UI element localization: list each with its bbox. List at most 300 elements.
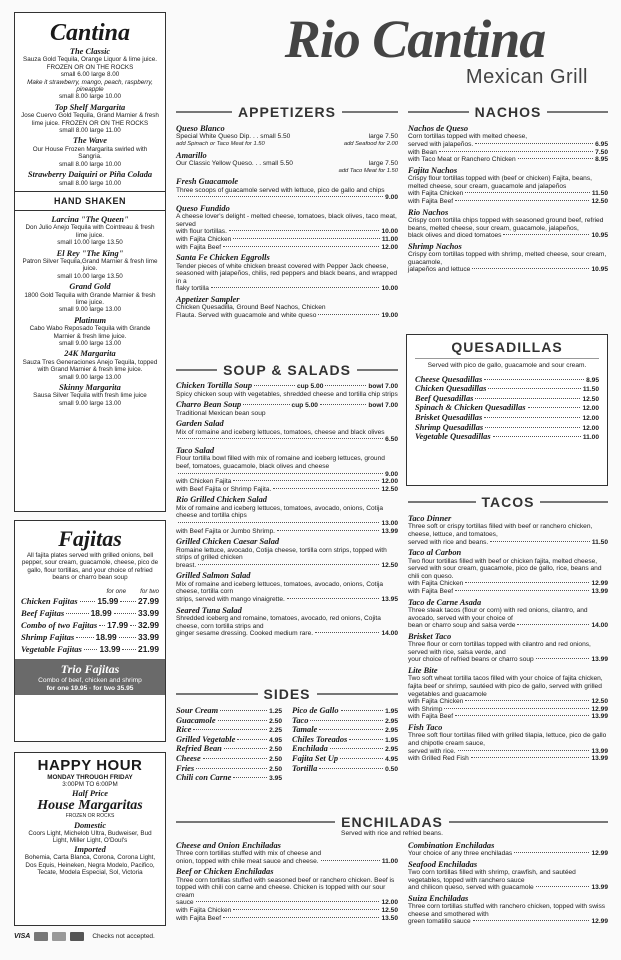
discover-icon (52, 932, 66, 941)
trio-fajitas-box (15, 659, 165, 695)
side-row (176, 764, 282, 774)
drink-prices: small 8.00 large 11.00 (59, 127, 121, 135)
logo (230, 8, 600, 100)
item-desc: Spicy chicken soup with vegetables, shredded cheese and tortilla chip strips (176, 390, 398, 398)
sub-price-row (176, 630, 398, 638)
sub-price-row (176, 436, 398, 444)
dot-leader (99, 625, 105, 626)
item-price: 13.99 (381, 527, 398, 535)
dot-leader (80, 601, 96, 602)
dot-leader (465, 700, 589, 701)
sub-price-row (408, 156, 608, 164)
cantina-title: Cantina (49, 20, 131, 46)
item-name: Taco al Carbon (408, 548, 462, 558)
line-left: Our Classic Yellow Queso. . . small 5.50 (176, 160, 293, 167)
drink-name: El Rey "The King" (56, 248, 124, 258)
item-label: served with jalapeños. (408, 141, 474, 148)
enchilada-item (408, 841, 608, 858)
item-price: 9.00 (385, 470, 398, 478)
dot-leader (320, 404, 366, 405)
dot-leader (122, 649, 136, 650)
item-label: with Bean (408, 148, 437, 156)
side-row (292, 706, 398, 716)
drink-name: The Wave (73, 136, 107, 146)
appetizer-item (176, 124, 398, 149)
nacho-item (408, 208, 608, 240)
appetizer-item (176, 177, 398, 202)
item-label: with Taco Meat or Ranchero Chicken (408, 156, 516, 164)
drink-item (21, 349, 159, 381)
drink-item (21, 136, 159, 168)
side-name: Sour Cream (176, 706, 219, 715)
item-desc: Mix of romaine and iceberg lettuces, tomatoes, avocado, onions, Cotija cheese, tortilla corn (176, 580, 384, 596)
taco-item (408, 548, 608, 595)
item-name: Grilled Salmon Salad (176, 571, 251, 581)
drink-item (21, 170, 159, 187)
item-label: ginger sesame dressing. Cooked medium rare. (176, 630, 314, 638)
item-price: 11.50 (591, 190, 608, 198)
item-desc: Two flour tortillas filled with beef or chicken fajita, melted cheese, served with sour cream, guacamole, pico de gallo, rice, beans and chili con queso. (408, 557, 602, 580)
item-name: Nachos de Queso (408, 124, 469, 133)
dot-leader (471, 757, 590, 758)
item-name: Cheese and Onion Enchiladas (176, 840, 281, 850)
item-desc: Shredded iceberg and romaine, tomatoes, avocado, red onions, Cojita cheese, corn tortilla strips and (176, 614, 381, 630)
quesadilla-price: 11.50 (582, 386, 599, 394)
dot-leader (203, 758, 268, 759)
logo-subtitle: Mexican Grill (465, 66, 588, 88)
for-two-label: for two (140, 587, 159, 595)
nacho-item (408, 242, 608, 274)
item-price: 12.50 (381, 485, 398, 493)
drink-prices: small 9.00 large 13.00 (59, 399, 121, 407)
price-one: 17.99 (107, 620, 129, 631)
logo-title: Rio Cantina (284, 9, 546, 69)
item-price: 6.95 (595, 141, 608, 148)
cantina-box (14, 12, 166, 512)
sides-section (176, 686, 398, 783)
price-one: 15.99 (97, 596, 119, 607)
side-name: Grilled Vegetable (176, 734, 236, 744)
dot-leader (484, 379, 584, 380)
side-row (176, 735, 282, 745)
sub-price-row (408, 706, 608, 714)
item-name: Seafood Enchiladas (408, 859, 478, 869)
item-label: with Fajita Beef (176, 243, 222, 251)
quesadilla-row (415, 394, 599, 404)
visa-icon: VISA (14, 933, 31, 940)
drink-prices: small 6.00 large 8.00 (60, 71, 120, 79)
nachos-section (408, 104, 608, 276)
side-row (292, 716, 398, 726)
drink-desc: Don Julio Anejo Tequila with Cointreau & fresh lime juice. (25, 224, 155, 239)
dot-leader (277, 530, 380, 531)
dot-leader (444, 708, 589, 709)
drink-item (21, 249, 159, 281)
dot-leader (475, 143, 593, 144)
drink-name: The Classic (69, 47, 111, 56)
sub-price-row (176, 858, 398, 866)
drink-desc: Sauza Tres Generaciones Anejo Tequila, topped with Grand Marnier & fresh lime juice. (22, 358, 158, 374)
side-name: Rice (176, 725, 192, 735)
item-desc: Three steak tacos (flour or corn) with red onions, cilantro, and avocado, served with your choice of (408, 606, 588, 622)
dot-leader (233, 777, 267, 778)
sub-price-row (176, 520, 398, 528)
cup-price: cup 5.00 (291, 402, 318, 410)
dot-leader (528, 407, 581, 408)
item-price: 9.00 (385, 194, 398, 202)
item-label: with Fajita Chicken (408, 190, 464, 198)
item-label: flaky tortilla (176, 285, 209, 293)
price-one: 13.99 (99, 644, 121, 655)
item-label: bean or charro soup and salsa verde (408, 622, 516, 630)
item-price: 13.95 (381, 595, 398, 603)
price-one: 18.99 (95, 632, 117, 643)
side-name: Chiles Toreados (292, 734, 348, 744)
item-label: with Fajita Beef (408, 197, 454, 205)
price-two: 27.99 (138, 596, 159, 607)
dot-leader (310, 720, 383, 721)
item-label: Flauta. Served with guacamole and white queso (176, 311, 317, 319)
dot-leader (455, 715, 589, 716)
item-label: with Beef Fajita or Jumbo Shrimp. (176, 527, 275, 535)
checks-note: Checks not accepted. (92, 933, 155, 940)
item-price: 19.00 (381, 311, 398, 319)
quesadillas-list (415, 375, 599, 442)
dot-leader (458, 750, 590, 751)
dot-leader (465, 192, 590, 193)
fajita-row (21, 631, 159, 643)
item-name: Amarillo (176, 150, 207, 160)
dot-leader (536, 658, 590, 659)
item-name: Lite Bite (408, 665, 438, 675)
drink-extra-prices: small 8.00 large 10.00 (59, 93, 121, 101)
item-desc: Chicken Quesadilla, Ground Beef Nachos, Chicken (176, 304, 326, 312)
price-row (176, 194, 398, 202)
soup-salad-item (176, 381, 398, 398)
appetizer-item (176, 204, 398, 251)
quesadillas-desc: Served with pico de gallo, guacamole and sour cream. (427, 362, 587, 369)
line-left: Special White Queso Dip. . . small 5.50 (176, 133, 291, 141)
drink-item (21, 383, 159, 407)
dot-leader (193, 729, 267, 730)
fajita-name: Combo of two Fajitas (21, 620, 98, 631)
item-price: 13.99 (591, 587, 608, 595)
dot-leader (223, 246, 379, 247)
side-row (292, 725, 398, 735)
hand-shaken-banner: HAND SHAKEN (15, 191, 165, 211)
dot-leader (196, 901, 380, 902)
item-price: 12.50 (381, 561, 398, 569)
dot-leader (233, 909, 379, 910)
sub-price-row (176, 312, 398, 320)
enchiladas-right-list (408, 841, 608, 928)
sub-price-row (408, 266, 608, 274)
item-label: with Beef Fajita or Shrimp Fajita. (176, 485, 272, 493)
item-price: 14.00 (381, 630, 398, 638)
quesadilla-row (415, 403, 599, 413)
soup-salad-item (176, 537, 398, 569)
side-name: Fajita Set Up (292, 753, 339, 763)
side-row (176, 754, 282, 764)
dot-leader (220, 710, 267, 711)
side-name: Tamale (292, 725, 318, 735)
trio-fajitas-price: for one 19.95 · for two 35.95 (46, 684, 134, 692)
drink-name: Strawberry Daiquiri or Piña Colada (27, 170, 153, 180)
dot-leader (518, 158, 594, 159)
item-desc: Three soft or crispy tortillas filled with beef or ranchero chicken, cheese, lettuce, and tomatoes, (408, 523, 593, 538)
quesadilla-row (415, 375, 599, 385)
side-name: Taco (292, 715, 309, 725)
sub-price-row (408, 713, 608, 721)
sub-price-row (408, 198, 608, 206)
sub-price-row (176, 528, 398, 536)
enchiladas-left-list (176, 841, 398, 928)
side-name: Cheese (176, 753, 201, 763)
drink-desc: Sauza Gold Tequila, Orange Liquor & lime juice. FROZEN OR ON THE ROCKS (23, 56, 157, 71)
item-name: Rio Nachos (408, 207, 449, 217)
happy-hour-box (14, 752, 166, 926)
drink-name: Skinny Margarita (59, 383, 121, 393)
item-name: Chicken Tortilla Soup (176, 381, 253, 390)
domestic-title: Domestic (73, 820, 107, 830)
item-label: with Grilled Red Fish (408, 755, 469, 763)
side-name: Tortilla (292, 763, 318, 773)
taco-item (408, 666, 608, 721)
item-label: with Fajita Beef (176, 914, 222, 922)
happy-hour-days: MONDAY THROUGH FRIDAY (47, 774, 133, 781)
item-name: Brisket Taco (408, 631, 452, 641)
item-price: 12.00 (381, 243, 398, 251)
enchilada-item (176, 867, 398, 922)
dot-leader (114, 613, 136, 614)
soup-salad-item (176, 495, 398, 535)
fajita-row (21, 619, 159, 631)
drink-item (21, 47, 159, 101)
line-right: large 7.50 (368, 160, 398, 167)
side-price: 2.95 (385, 727, 398, 735)
sub-price-row (408, 656, 608, 664)
item-name: Taco Dinner (408, 514, 452, 523)
item-label: with flour tortillas. (176, 228, 227, 236)
for-one-label: for one (106, 587, 127, 595)
quesadilla-name: Brisket Quesadillas (415, 412, 483, 422)
item-name: Charro Bean Soup (176, 400, 242, 410)
quesadilla-name: Beef Quesadillas (415, 393, 474, 403)
dot-leader (485, 427, 580, 428)
item-label: with Fajita Beef (408, 587, 454, 595)
sub-price-row (408, 698, 608, 706)
dot-leader (120, 601, 136, 602)
item-desc: Corn tortillas topped with melted cheese, (408, 133, 528, 141)
item-price: 12.50 (591, 698, 608, 706)
appetizers-section (176, 104, 398, 322)
amex-icon (70, 932, 84, 941)
nacho-item (408, 166, 608, 206)
drink-name: Platinum (73, 315, 107, 325)
sub-price-row (408, 580, 608, 588)
item-desc: Three corn tortillas stuffed with seasoned beef or ranchero chicken. Beef is topped with chili con carne and cheese. Chicken is topped with our sour cream (176, 876, 395, 899)
payment-row (14, 932, 174, 941)
sides-right-list (292, 706, 398, 783)
quesadilla-row (415, 384, 599, 394)
side-price: 1.25 (269, 708, 282, 715)
appetizers-title: APPETIZERS (238, 104, 336, 120)
item-desc: Three scoops of guacamole served with lettuce, pico de gallo and chips (176, 186, 385, 194)
dot-leader (233, 480, 379, 481)
side-row (176, 706, 282, 716)
sub-price-row (176, 562, 398, 570)
taco-item (408, 514, 608, 546)
item-price: 7.50 (595, 148, 608, 156)
appetizer-item (176, 151, 398, 176)
item-desc: Three corn tortillas stuffed with mix of cheese and (176, 850, 322, 857)
item-label: with Fajita Chicken (408, 580, 464, 588)
taco-item (408, 632, 608, 664)
line-right: large 7.50 (368, 133, 398, 141)
item-name: Shrimp Nachos (408, 241, 462, 251)
item-label: black olives and diced tomatoes (408, 232, 502, 240)
dot-leader (472, 268, 589, 269)
drink-desc: Jose Cuervo Gold Tequila, Grand Marnier & fresh lime juice. FROZEN OR ON THE ROCKS (21, 112, 159, 127)
dot-leader (76, 637, 93, 638)
item-desc: Mix of romaine and iceberg lettuces, tomatoes, cheese and black olives (176, 428, 385, 436)
enchilada-item (408, 860, 608, 892)
quesadilla-price: 11.00 (582, 434, 599, 442)
drink-prices: small 8.00 large 10.00 (59, 179, 121, 187)
item-price: 10.00 (381, 285, 398, 293)
drink-prices: small 8.00 large 10.00 (59, 160, 121, 168)
item-price: 13.99 (591, 747, 608, 755)
sub-price-row (176, 478, 398, 486)
fajita-name: Chicken Fajitas (21, 596, 78, 607)
item-name: Appetizer Sampler (176, 294, 240, 304)
side-row (292, 764, 398, 774)
sub-price-row (408, 232, 608, 240)
item-label: Your choice of any three enchiladas (408, 850, 513, 857)
line-right: add Seafood for 2.00 (343, 141, 398, 147)
sub-price-row (176, 915, 398, 923)
dot-leader (475, 398, 580, 399)
mastercard-icon (34, 932, 48, 941)
side-name: Refried Bean (176, 744, 222, 754)
item-label: your choice of refried beans or charro soup (408, 656, 534, 664)
dot-leader (349, 739, 383, 740)
dot-leader (233, 238, 380, 239)
side-price: 2.50 (269, 746, 282, 754)
hand-shaken-list (21, 215, 159, 407)
item-price: 12.99 (591, 580, 608, 588)
item-desc: Flour tortilla bowl filled with mix of romaine and iceberg lettuces, ground beef, tomatoes, guacamole, black olives and cheese (176, 455, 385, 470)
drink-desc: 1800 Gold Tequila with Grande Marnier & fresh lime juice. (24, 291, 156, 306)
dot-leader (514, 852, 589, 853)
dot-leader (196, 768, 267, 769)
sub-price-row (408, 755, 608, 763)
side-price: 4.95 (385, 755, 398, 763)
quesadilla-row (415, 432, 599, 442)
price-two: 33.99 (138, 632, 160, 643)
side-row (292, 744, 398, 754)
item-price: 10.95 (591, 232, 608, 240)
drink-desc: Patron Silver Tequila,Grand Marnier & fresh lime juice. (22, 257, 158, 273)
sub-price-row (408, 149, 608, 157)
side-row (176, 744, 282, 754)
trio-fajitas-title: Trio Fajitas (60, 662, 120, 677)
domestic-list: Coors Light, Michelob Ultra, Budweiser, Bud Light, Miller Light, O'Doul's (28, 830, 152, 845)
dot-leader (243, 404, 289, 405)
item-price: 10.00 (381, 228, 398, 236)
cup-price: cup 5.00 (296, 383, 324, 390)
quesadillas-title: QUESADILLAS (415, 339, 599, 359)
enchiladas-title: ENCHILADAS (341, 814, 443, 830)
drink-item (21, 215, 159, 247)
price-two: 33.99 (138, 608, 159, 619)
item-name: Queso Fundido (176, 203, 230, 213)
item-price: 13.99 (591, 755, 608, 763)
quesadilla-price: 8.95 (586, 376, 599, 384)
item-name: Fish Taco (408, 722, 443, 732)
dot-leader (178, 522, 379, 523)
sub-price-row (408, 622, 608, 630)
drink-item (21, 282, 159, 314)
bowl-price: bowl 7.00 (368, 383, 399, 390)
dot-leader (321, 860, 380, 861)
dot-leader (287, 598, 380, 599)
item-label: sauce (176, 899, 194, 907)
price-two: 21.99 (138, 644, 159, 655)
happy-hour-title: HAPPY HOUR (37, 757, 143, 774)
dot-leader (330, 748, 383, 749)
item-desc: Crispy corn tortilla chips topped with seasoned ground beef, refried beans, melted cheese, sour cream, guacamole, jalapeños, (408, 216, 604, 232)
frozen-or-rocks: FROZEN OR ROCKS (65, 813, 115, 820)
trio-fajitas-desc: Combo of beef, chicken and shrimp (38, 677, 142, 685)
item-label: with Chicken Fajita (176, 478, 232, 486)
dot-leader (315, 632, 379, 633)
side-name: Chili con Carne (176, 773, 232, 783)
happy-hour-time: 3:00PM TO 6:00PM (62, 781, 118, 789)
side-name: Fries (176, 763, 195, 773)
item-label: with Fajita Chicken (176, 906, 232, 914)
soup-salad-item (176, 446, 398, 493)
drink-prices: small 9.00 large 13.00 (59, 373, 121, 381)
item-name: Santa Fe Chicken Eggrolls (176, 253, 270, 263)
dot-leader (198, 564, 379, 565)
sub-price-row (176, 907, 398, 915)
sub-price-row (408, 539, 608, 547)
quesadilla-name: Cheese Quesadillas (415, 374, 483, 384)
sub-price-row (408, 748, 608, 756)
tacos-title: TACOS (481, 494, 535, 510)
side-row (176, 773, 282, 783)
dot-leader (178, 473, 383, 474)
sub-price-row (408, 918, 608, 926)
sides-left-list (176, 706, 282, 783)
dot-leader (484, 417, 580, 418)
item-label: onion, topped with chile meat sauce and cheese. (176, 857, 319, 865)
soup-salad-item (176, 419, 398, 444)
price-one: 18.99 (90, 608, 112, 619)
item-price: 13.99 (591, 656, 608, 664)
dot-leader (318, 314, 379, 315)
quesadilla-name: Spinach & Chicken Quesadillas (415, 403, 526, 413)
dot-leader (119, 637, 136, 638)
dot-leader (325, 385, 366, 386)
sub-price-row (408, 141, 608, 149)
side-row (176, 716, 282, 726)
dot-leader (66, 613, 88, 614)
dot-leader (319, 729, 383, 730)
bowl-price: bowl 7.00 (368, 402, 398, 410)
price-two: 32.99 (138, 620, 160, 631)
